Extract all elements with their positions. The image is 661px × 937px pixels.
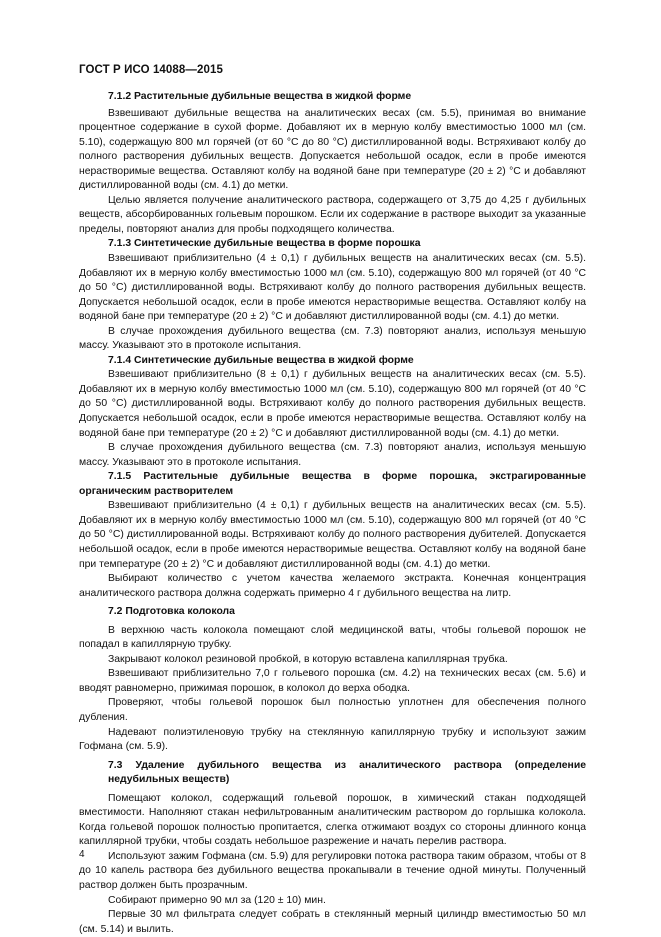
paragraph: В случае прохождения дубильного вещества (см. 7.3) повторяют анализ, используя меньшую массу. Указывают это в протоколе испытания. [79,325,586,352]
paragraph: Взвешивают приблизительно (4 ± 0,1) г дубильных веществ на аналитических весах (см. 5.5). Добавляют их в мерную колбу вместимостью 1000 мл (см. 5.10), содержащую 800 мл горячей (от 40 °С до 50 °С) дистиллированной воды. Встряхивают колбу до полного растворения дубителей. Допускается небольшой осадок, если в пробе имеются нерастворимые вещества. Оставляют колбу на водяной бане при температуре (20 ± 2) °С и добавляют дистиллированной воды (см. 4.1) до метки. [79,500,586,570]
page-number: 4 [79,849,85,860]
paragraph: Проверяют, чтобы гольевой порошок был полностью уплотнен для обеспечения полного дубления. [79,697,586,723]
paragraph: В верхнюю часть колокола помещают слой медицинской ваты, чтобы гольевой порошок не попадал в капиллярную трубку. [79,624,586,651]
paragraph: Используют зажим Гофмана (см. 5.9) для регулировки потока раствора таким образом, чтобы от 8 до 10 капель раствора без дубильного вещества прокапывали в течение одной минуты. Полученный раствор должен быть прозрачным. [79,850,586,891]
paragraph: Выбирают количество с учетом качества желаемого экстракта. Конечная концентрация аналитического раствора должна содержать примерно 4 г дубильного вещества на литр. [79,573,586,599]
paragraph: Надевают полиэтиленовую трубку на стеклянную капиллярную трубку и используют зажим Гофмана (см. 5.9). [79,726,586,753]
paragraph: Собирают примерно 90 мл за (120 ± 10) мин. [108,894,326,906]
section-heading-7-1-2: 7.1.2 Растительные дубильные вещества в жидкой форме [108,91,412,102]
standard-header: ГОСТ Р ИСО 14088—2015 [79,64,224,76]
document-body [79,90,586,937]
section-heading-7-1-3: 7.1.3 Синтетические дубильные вещества в форме порошка [108,238,421,250]
section-heading-7-2: 7.2 Подготовка колокола [108,606,235,618]
paragraph: Закрывают колокол резиновой пробкой, в которую вставлена капиллярная трубка. [108,653,508,665]
paragraph: Взвешивают приблизительно (8 ± 0,1) г дубильных веществ на аналитических весах (см. 5.5). Добавляют их в мерную колбу вместимостью 1000 мл (см. 5.10), содержащую 800 мл горячей (от 40 °С до 50 °С) дистиллированной воды. Встряхивают колбу до полного растворения дубильных веществ. Допускается небольшой осадок, если в пробе имеются нерастворимые вещества. Оставляют колбу на водяной бане при температуре (20 ± 2) °С и добавляют дистиллированной воды (см. 4.1) до метки. [79,369,586,439]
paragraph: Взвешивают приблизительно (4 ± 0,1) г дубильных веществ на аналитических весах (см. 5.5). Добавляют их в мерную колбу вместимостью 1000 мл (см. 5.10), содержащую 800 мл горячей (от 40 °С до 50 °С) дистиллированной воды. Встряхивают колбу до полного растворения дубильных веществ. Допускается небольшой осадок, если в пробе имеются нерастворимые вещества. Оставляют колбу на водяной бане при температуре (20 ± 2) °С и добавляют дистиллированной воды (см. 4.1) до метки. [79,253,586,323]
paragraph: Взвешивают дубильные вещества на аналитических весах (см. 5.5), принимая во внимание процентное содержание в сухой форме. Добавляют их в мерную колбу вместимостью 1000 мл (см. 5.10), содержащую 800 мл горячей (от 60 °С до 80 °С) дистиллированной воды. Встряхивают колбу до полного растворения дубильных веществ. Допускается небольшой осадок, если в пробе имеются нерастворимые вещества. Оставляют колбу на водяной бане при температуре (20 ± 2) °С и добавляют дистиллированной воды (см. 4.1) до метки. [79,107,586,192]
section-heading-7-1-5: 7.1.5 Растительные дубильные вещества в форме порошка, экстрагированные органическим растворителем [79,471,586,497]
paragraph: Взвешивают приблизительно 7,0 г гольевого порошка (см. 4.2) на технических весах (см. 5.6) и вводят равномерно, прижимая порошок, в колокол до верха ободка. [79,668,586,694]
paragraph: В случае прохождения дубильного вещества (см. 7.3) повторяют анализ, используя меньшую массу. Указывают это в протоколе испытания. [79,442,586,468]
paragraph: Помещают колокол, содержащий гольевой порошок, в химический стакан подходящей вместимости. Наполняют стакан нефильтрованным аналитическим раствором до горлышка колокола. Когда гольевой порошок полностью пропитается, слегка отжимают воздух со стороны длинного конца капиллярной трубки, чтобы создать небольшое разрежение и начать перелив раствора. [79,792,586,848]
paragraph: Целью является получение аналитического раствора, содержащего от 3,75 до 4,25 г дубильных веществ, абсорбированных гольевым порошком. Если их содержание в растворе выходит за указанные пределы, повторяют анализ для пробы подходящего количества. [79,194,586,235]
paragraph: Первые 30 мл фильтрата следует собрать в стеклянный мерный цилиндр вместимостью 50 мл (см. 5.14) и вылить. [79,909,586,935]
section-heading-7-1-4: 7.1.4 Синтетические дубильные вещества в жидкой форме [108,354,414,366]
section-heading-7-3: 7.3 Удаление дубильного вещества из аналитического раствора (определение недубильных веществ) [108,759,586,786]
